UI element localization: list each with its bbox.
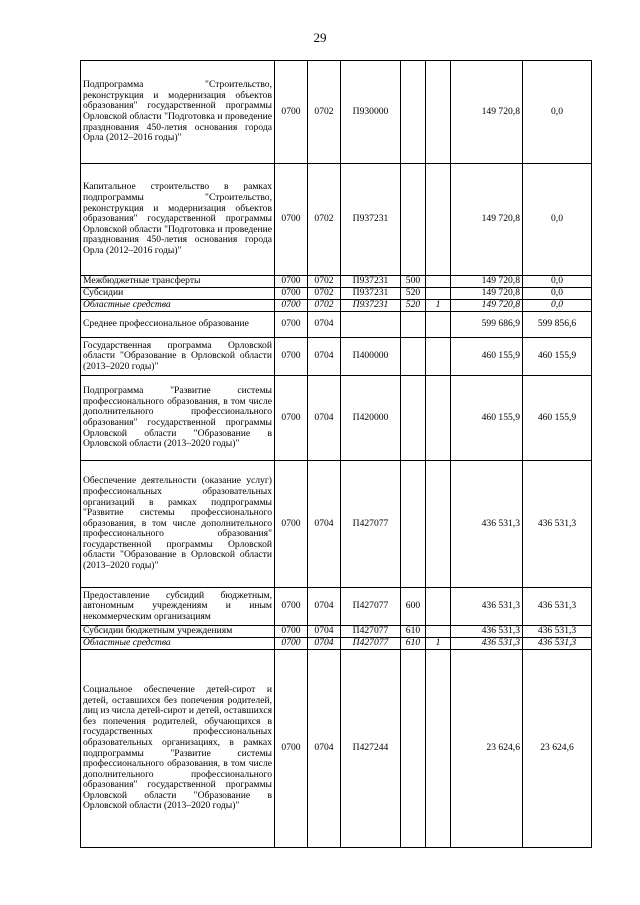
row-name: Областные средства bbox=[81, 638, 275, 650]
row-target-article: П420000 bbox=[341, 376, 401, 461]
row-section-code: 0700 bbox=[275, 461, 308, 588]
row-funding-source: 1 bbox=[426, 638, 451, 650]
row-name: Социальное обеспечение детей-сирот и детей, оставшихся без попечения родителей, лиц из числа детей-сирот и детей, оставшихся без попечения родителей, обучающихся в государственных профессиональных образовательных организациях, в рамках подпрограммы "Развитие системы профессионального образования, в том числе дополнительного профессионального образования" государственной программы Орловской области "Образование в Орловской области (2013–2020 годы)" bbox=[81, 650, 275, 848]
table-row bbox=[81, 638, 592, 650]
row-funding-source: 1 bbox=[426, 300, 451, 312]
table-row bbox=[81, 588, 592, 626]
row-target-article: П937231 bbox=[341, 300, 401, 312]
row-subsection-code: 0704 bbox=[308, 338, 341, 376]
row-funding-source bbox=[426, 338, 451, 376]
row-expense-type: 500 bbox=[401, 276, 426, 288]
row-funding-source bbox=[426, 276, 451, 288]
row-subsection-code: 0702 bbox=[308, 61, 341, 164]
row-subsection-code: 0702 bbox=[308, 300, 341, 312]
row-subsection-code: 0704 bbox=[308, 650, 341, 848]
row-name: Капитальное строительство в рамках подпрограммы "Строительство, реконструкция и модернизация объектов образования" государственной программы Орловской области "Подготовка и проведение празднования 450-летия основания города Орла (2012–2016 годы)" bbox=[81, 164, 275, 276]
table-row bbox=[81, 288, 592, 300]
row-target-article: П937231 bbox=[341, 288, 401, 300]
row-amount-1: 149 720,8 bbox=[451, 300, 523, 312]
row-target-article: П937231 bbox=[341, 164, 401, 276]
row-funding-source bbox=[426, 650, 451, 848]
row-funding-source bbox=[426, 312, 451, 338]
row-amount-1: 436 531,3 bbox=[451, 638, 523, 650]
row-name: Субсидии bbox=[81, 288, 275, 300]
row-name: Среднее профессиональное образование bbox=[81, 312, 275, 338]
row-amount-1: 23 624,6 bbox=[451, 650, 523, 848]
row-funding-source bbox=[426, 61, 451, 164]
row-amount-1: 460 155,9 bbox=[451, 338, 523, 376]
row-subsection-code: 0702 bbox=[308, 276, 341, 288]
row-amount-1: 149 720,8 bbox=[451, 288, 523, 300]
row-expense-type: 520 bbox=[401, 288, 426, 300]
row-subsection-code: 0702 bbox=[308, 164, 341, 276]
row-amount-2: 0,0 bbox=[523, 288, 592, 300]
table-row bbox=[81, 461, 592, 588]
row-name: Обеспечение деятельности (оказание услуг) профессиональных образовательных организаций в рамках подпрограммы "Развитие системы профессионального образования, в том числе дополнительного профессионального образования" государственной программы Орловской области "Образование в Орловской области (2013–2020 годы)" bbox=[81, 461, 275, 588]
row-funding-source bbox=[426, 588, 451, 626]
row-amount-2: 436 531,3 bbox=[523, 461, 592, 588]
row-amount-1: 460 155,9 bbox=[451, 376, 523, 461]
page-number: 29 bbox=[313, 30, 327, 45]
row-expense-type bbox=[401, 461, 426, 588]
table-row bbox=[81, 312, 592, 338]
row-section-code: 0700 bbox=[275, 164, 308, 276]
row-target-article: П400000 bbox=[341, 338, 401, 376]
row-amount-2: 436 531,3 bbox=[523, 638, 592, 650]
row-amount-1: 149 720,8 bbox=[451, 276, 523, 288]
row-section-code: 0700 bbox=[275, 312, 308, 338]
row-subsection-code: 0704 bbox=[308, 626, 341, 638]
row-name: Областные средства bbox=[81, 300, 275, 312]
row-amount-1: 149 720,8 bbox=[451, 164, 523, 276]
row-amount-2: 599 856,6 bbox=[523, 312, 592, 338]
row-amount-2: 0,0 bbox=[523, 300, 592, 312]
row-amount-1: 436 531,3 bbox=[451, 626, 523, 638]
row-expense-type bbox=[401, 312, 426, 338]
row-expense-type bbox=[401, 61, 426, 164]
row-name: Субсидии бюджетным учреждениям bbox=[81, 626, 275, 638]
row-target-article: П937231 bbox=[341, 276, 401, 288]
row-subsection-code: 0704 bbox=[308, 588, 341, 626]
row-section-code: 0700 bbox=[275, 650, 308, 848]
row-expense-type bbox=[401, 164, 426, 276]
row-amount-2: 0,0 bbox=[523, 61, 592, 164]
row-target-article: П427244 bbox=[341, 650, 401, 848]
row-amount-1: 436 531,3 bbox=[451, 461, 523, 588]
table-row bbox=[81, 276, 592, 288]
row-subsection-code: 0702 bbox=[308, 288, 341, 300]
row-amount-2: 460 155,9 bbox=[523, 338, 592, 376]
row-amount-2: 0,0 bbox=[523, 276, 592, 288]
row-name: Межбюджетные трансферты bbox=[81, 276, 275, 288]
row-funding-source bbox=[426, 164, 451, 276]
row-section-code: 0700 bbox=[275, 638, 308, 650]
row-subsection-code: 0704 bbox=[308, 638, 341, 650]
row-subsection-code: 0704 bbox=[308, 312, 341, 338]
row-amount-1: 599 686,9 bbox=[451, 312, 523, 338]
row-target-article bbox=[341, 312, 401, 338]
row-expense-type: 600 bbox=[401, 588, 426, 626]
row-subsection-code: 0704 bbox=[308, 461, 341, 588]
row-expense-type bbox=[401, 376, 426, 461]
row-target-article: П427077 bbox=[341, 638, 401, 650]
row-section-code: 0700 bbox=[275, 288, 308, 300]
row-section-code: 0700 bbox=[275, 300, 308, 312]
row-target-article: П427077 bbox=[341, 588, 401, 626]
row-amount-1: 436 531,3 bbox=[451, 588, 523, 626]
row-funding-source bbox=[426, 626, 451, 638]
row-amount-2: 460 155,9 bbox=[523, 376, 592, 461]
table-row bbox=[81, 338, 592, 376]
row-name: Государственная программа Орловской области "Образование в Орловской области (2013–2020 годы)" bbox=[81, 338, 275, 376]
row-target-article: П427077 bbox=[341, 461, 401, 588]
table-row bbox=[81, 61, 592, 164]
row-section-code: 0700 bbox=[275, 626, 308, 638]
row-expense-type bbox=[401, 338, 426, 376]
row-amount-2: 436 531,3 bbox=[523, 626, 592, 638]
row-section-code: 0700 bbox=[275, 338, 308, 376]
budget-table bbox=[80, 60, 592, 848]
row-target-article: П930000 bbox=[341, 61, 401, 164]
row-amount-2: 23 624,6 bbox=[523, 650, 592, 848]
row-amount-2: 436 531,3 bbox=[523, 588, 592, 626]
row-expense-type: 520 bbox=[401, 300, 426, 312]
row-expense-type: 610 bbox=[401, 626, 426, 638]
row-expense-type bbox=[401, 650, 426, 848]
table-row bbox=[81, 376, 592, 461]
row-funding-source bbox=[426, 288, 451, 300]
row-expense-type: 610 bbox=[401, 638, 426, 650]
row-name: Подпрограмма "Развитие системы профессионального образования, в том числе дополнительного профессионального образования" государственной программы Орловской области "Образование в Орловской области (2013–2020 годы)" bbox=[81, 376, 275, 461]
table-row bbox=[81, 164, 592, 276]
row-section-code: 0700 bbox=[275, 276, 308, 288]
row-section-code: 0700 bbox=[275, 588, 308, 626]
table-row bbox=[81, 300, 592, 312]
row-funding-source bbox=[426, 376, 451, 461]
row-funding-source bbox=[426, 461, 451, 588]
row-subsection-code: 0704 bbox=[308, 376, 341, 461]
table-row bbox=[81, 626, 592, 638]
row-name: Предоставление субсидий бюджетным, автономным учреждениям и иным некоммерческим организациям bbox=[81, 588, 275, 626]
row-target-article: П427077 bbox=[341, 626, 401, 638]
row-section-code: 0700 bbox=[275, 61, 308, 164]
row-name: Подпрограмма "Строительство, реконструкция и модернизация объектов образования" государственной программы Орловской области "Подготовка и проведение празднования 450-летия основания города Орла (2012–2016 годы)" bbox=[81, 61, 275, 164]
row-amount-2: 0,0 bbox=[523, 164, 592, 276]
table-row bbox=[81, 650, 592, 848]
row-amount-1: 149 720,8 bbox=[451, 61, 523, 164]
row-section-code: 0700 bbox=[275, 376, 308, 461]
